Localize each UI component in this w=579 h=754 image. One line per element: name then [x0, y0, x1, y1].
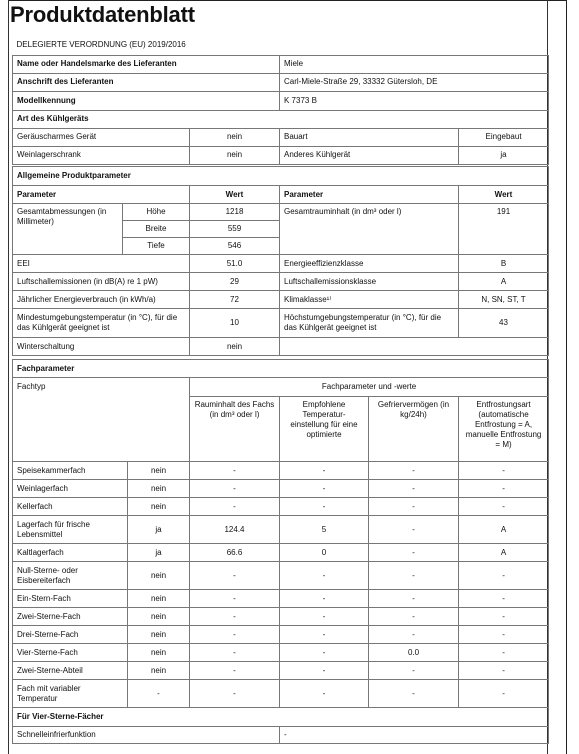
fach-row-temp: 5 — [280, 516, 369, 544]
noise-value: 29 — [190, 273, 280, 291]
height-value: 1218 — [190, 204, 280, 221]
width-label: Breite — [123, 221, 190, 238]
art-wine-label: Weinlagerschrank — [13, 146, 190, 164]
four-star-heading: Für Vier-Sterne-Fächer — [13, 708, 549, 727]
art-type-label: Bauart — [280, 128, 459, 146]
height-label: Höhe — [123, 204, 190, 221]
art-other-value: ja — [459, 146, 549, 164]
fach-row-temp: - — [280, 644, 369, 662]
fach-row-freeze: - — [369, 590, 459, 608]
energy-class-label: Energieeffizienzklasse — [280, 255, 459, 273]
fach-row-defrost: - — [459, 562, 549, 590]
supplier-table — [12, 36, 549, 165]
art-quiet-label: Geräuscharmes Gerät — [13, 128, 190, 146]
fach-row-name: Null-Sterne- oder Eisbereiterfach — [13, 562, 128, 590]
fach-row-freeze: - — [369, 562, 459, 590]
fach-row-present: ja — [128, 516, 190, 544]
fach-row-freeze: - — [369, 626, 459, 644]
fach-row-name: Speisekammerfach — [13, 462, 128, 480]
fach-row-temp: - — [280, 498, 369, 516]
fach-row-name: Zwei-Sterne-Abteil — [13, 662, 128, 680]
page-title: Produktdatenblatt — [10, 2, 195, 27]
fach-row-volume: - — [190, 498, 280, 516]
fach-col-defrost: Entfrostungsart (automatische Entfrostung = A, manuelle Entfrostung = M) — [459, 397, 549, 462]
fach-row-freeze: - — [369, 544, 459, 562]
fach-col-volume: Rauminhalt des Fachs (in dm³ oder l) — [190, 397, 280, 462]
table-row — [13, 480, 549, 498]
fach-row-defrost: - — [459, 662, 549, 680]
min-temp-label: Mindestumgebungstemperatur (in °C), für die das Kühlgerät geeignet ist — [13, 309, 190, 338]
fach-row-defrost: - — [459, 608, 549, 626]
fach-row-present: nein — [128, 608, 190, 626]
fach-row-volume: - — [190, 626, 280, 644]
fach-row-present: - — [128, 680, 190, 708]
regulation-text: DELEGIERTE VERORDNUNG (EU) 2019/2016 — [13, 36, 549, 55]
fach-row-defrost: - — [459, 498, 549, 516]
fach-row-defrost: - — [459, 590, 549, 608]
fach-row-volume: - — [190, 480, 280, 498]
eei-label: EEI — [13, 255, 190, 273]
energy-consumption-value: 72 — [190, 291, 280, 309]
energy-class-value: B — [459, 255, 549, 273]
fach-row-freeze: - — [369, 498, 459, 516]
table-row — [13, 544, 549, 562]
art-other-label: Anderes Kühlgerät — [280, 146, 459, 164]
right-border — [566, 0, 567, 754]
fach-row-defrost: - — [459, 626, 549, 644]
fach-row-temp: - — [280, 680, 369, 708]
fach-col-group: Fachparameter und -werte — [190, 378, 549, 397]
fach-row-volume: - — [190, 562, 280, 590]
fach-row-present: nein — [128, 590, 190, 608]
fach-row-volume: - — [190, 608, 280, 626]
min-temp-value: 10 — [190, 309, 280, 338]
table-row — [13, 626, 549, 644]
table-row — [13, 562, 549, 590]
fach-row-name: Ein-Stern-Fach — [13, 590, 128, 608]
fach-row-name: Kellerfach — [13, 498, 128, 516]
table-row — [13, 462, 549, 480]
winter-value: nein — [190, 338, 280, 356]
table-row — [13, 644, 549, 662]
compartment-table — [12, 359, 549, 744]
general-params-table — [12, 166, 549, 356]
table-row — [13, 498, 549, 516]
general-col-param-right: Parameter — [280, 186, 459, 204]
fach-row-temp: - — [280, 662, 369, 680]
fach-row-temp: 0 — [280, 544, 369, 562]
fach-row-volume: - — [190, 680, 280, 708]
quick-freeze-label: Schnelleinfrierfunktion — [13, 727, 280, 744]
fach-row-present: nein — [128, 644, 190, 662]
fach-col-type: Fachtyp — [13, 378, 190, 462]
fach-row-present: nein — [128, 480, 190, 498]
table-row — [13, 590, 549, 608]
art-wine-value: nein — [190, 146, 280, 164]
max-temp-label: Höchstumgebungstemperatur (in °C), für die das Kühlgerät geeignet ist — [280, 309, 459, 338]
model-value: K 7373 B — [280, 91, 549, 110]
fach-row-present: nein — [128, 662, 190, 680]
fach-row-present: ja — [128, 544, 190, 562]
art-quiet-value: nein — [190, 128, 280, 146]
fach-row-defrost: A — [459, 544, 549, 562]
table-row — [13, 680, 549, 708]
fach-row-freeze: 0.0 — [369, 644, 459, 662]
fach-row-freeze: - — [369, 662, 459, 680]
supplier-address-label: Anschrift des Lieferanten — [13, 73, 280, 91]
fach-row-volume: - — [190, 590, 280, 608]
fach-row-present: nein — [128, 462, 190, 480]
dims-label: Gesamtabmessungen (in Millimeter) — [13, 204, 123, 255]
fach-row-temp: - — [280, 462, 369, 480]
fach-row-name: Kaltlagerfach — [13, 544, 128, 562]
table-row — [13, 516, 549, 544]
fach-row-name: Vier-Sterne-Fach — [13, 644, 128, 662]
max-temp-value: 43 — [459, 309, 549, 338]
general-col-param-left: Parameter — [13, 186, 190, 204]
table-row — [13, 608, 549, 626]
energy-consumption-label: Jährlicher Energieverbrauch (in kWh/a) — [13, 291, 190, 309]
fach-row-freeze: - — [369, 608, 459, 626]
general-heading: Allgemeine Produktparameter — [13, 167, 549, 186]
noise-class-value: A — [459, 273, 549, 291]
model-label: Modellkennung — [13, 91, 280, 110]
fach-row-freeze: - — [369, 680, 459, 708]
depth-label: Tiefe — [123, 238, 190, 255]
depth-value: 546 — [190, 238, 280, 255]
fach-row-temp: - — [280, 626, 369, 644]
quick-freeze-value: - — [280, 727, 549, 744]
fach-row-temp: - — [280, 608, 369, 626]
noise-label: Luftschallemissionen (in dB(A) re 1 pW) — [13, 273, 190, 291]
fach-row-volume: 124.4 — [190, 516, 280, 544]
fach-row-defrost: - — [459, 480, 549, 498]
fach-row-temp: - — [280, 480, 369, 498]
fach-col-freeze: Gefriervermögen (in kg/24h) — [369, 397, 459, 462]
fach-row-name: Lagerfach für frische Lebensmittel — [13, 516, 128, 544]
climate-class-label: Klimaklasse¹⁾ — [280, 291, 459, 309]
fach-row-freeze: - — [369, 462, 459, 480]
fach-row-present: nein — [128, 626, 190, 644]
art-heading: Art des Kühlgeräts — [13, 110, 549, 128]
fach-row-volume: - — [190, 644, 280, 662]
fach-row-name: Drei-Sterne-Fach — [13, 626, 128, 644]
fach-row-volume: - — [190, 462, 280, 480]
general-col-value-right: Wert — [459, 186, 549, 204]
fach-row-defrost: - — [459, 462, 549, 480]
eei-value: 51.0 — [190, 255, 280, 273]
fach-row-temp: - — [280, 590, 369, 608]
volume-value: 191 — [459, 204, 549, 255]
fach-row-name: Zwei-Sterne-Fach — [13, 608, 128, 626]
fach-row-present: nein — [128, 498, 190, 516]
fach-heading: Fachparameter — [13, 360, 549, 378]
fach-row-name: Weinlagerfach — [13, 480, 128, 498]
fach-row-volume: 66.6 — [190, 544, 280, 562]
fach-row-volume: - — [190, 662, 280, 680]
width-value: 559 — [190, 221, 280, 238]
fach-row-name: Fach mit variabler Temperatur — [13, 680, 128, 708]
fach-row-freeze: - — [369, 516, 459, 544]
winter-empty — [280, 338, 549, 356]
fach-row-defrost: - — [459, 680, 549, 708]
climate-class-value: N, SN, ST, T — [459, 291, 549, 309]
art-type-value: Eingebaut — [459, 128, 549, 146]
fach-row-temp: - — [280, 562, 369, 590]
general-col-value-left: Wert — [190, 186, 280, 204]
noise-class-label: Luftschallemissionsklasse — [280, 273, 459, 291]
table-row — [13, 662, 549, 680]
supplier-address-value: Carl-Miele-Straße 29, 33332 Gütersloh, DE — [280, 73, 549, 91]
fach-row-freeze: - — [369, 480, 459, 498]
fach-row-defrost: - — [459, 644, 549, 662]
fach-row-present: nein — [128, 562, 190, 590]
volume-label: Gesamtrauminhalt (in dm³ oder l) — [280, 204, 459, 255]
fach-col-temp: Empfohlene Temperatur-einstellung für eine optimierte — [280, 397, 369, 462]
winter-label: Winterschaltung — [13, 338, 190, 356]
supplier-name-value: Miele — [280, 55, 549, 73]
fach-row-defrost: A — [459, 516, 549, 544]
supplier-name-label: Name oder Handelsmarke des Lieferanten — [13, 55, 280, 73]
